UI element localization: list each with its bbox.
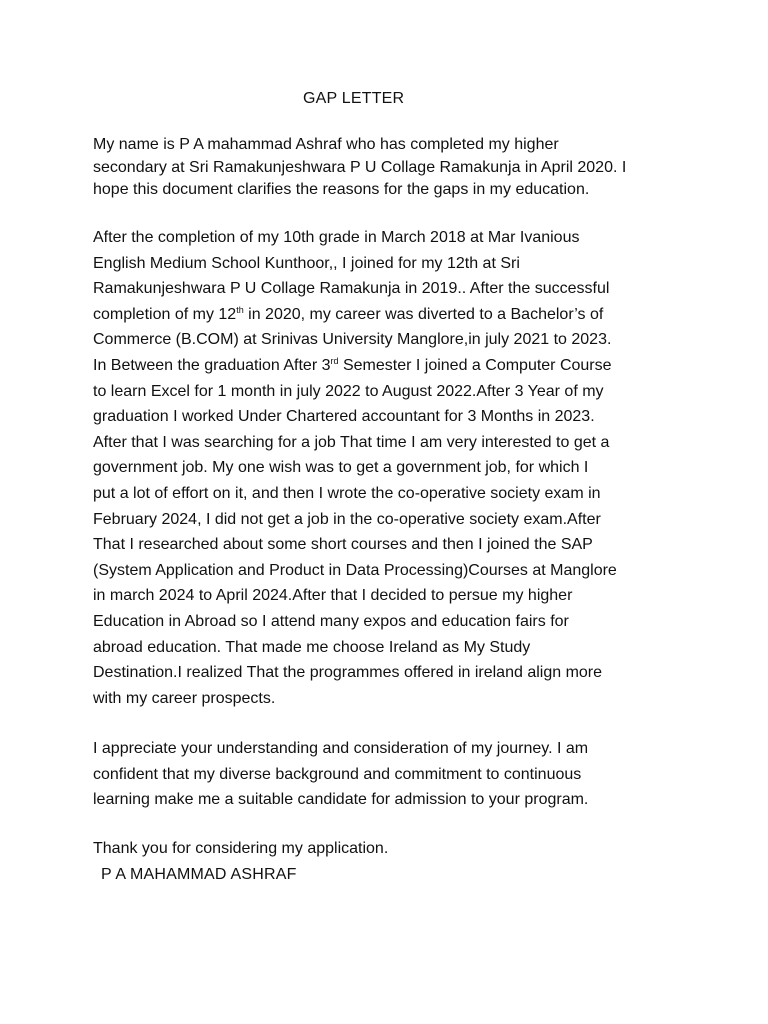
- text-line: After the completion of my 10th grade in March 2018 at Mar Ivanious: [93, 229, 580, 246]
- text-line: [93, 302, 693, 328]
- text-line: secondary at Sri Ramakunjeshwara P U Collage Ramakunja in April 2020. I: [93, 158, 627, 176]
- text-line: learning make me a suitable candidate for admission to your program.: [93, 791, 589, 808]
- text-segment: in 2020, my career was diverted to a Bachelor’s of: [243, 305, 604, 323]
- text-line: put a lot of effort on it, and then I wrote the co-operative society exam in: [93, 484, 601, 502]
- text-line: Ramakunjeshwara P U Collage Ramakunja in 2019.. After the successful: [93, 280, 610, 298]
- text-line: Destination.I realized That the programmes offered in ireland align more: [93, 664, 603, 682]
- text-line: English Medium School Kunthoor,, I joined for my 12th at Sri: [93, 254, 520, 272]
- superscript: rd: [330, 355, 339, 366]
- text-line: That I researched about some short courses and then I joined the SAP: [93, 536, 593, 554]
- text-line: My name is P A mahammad Ashraf who has completed my higher: [93, 136, 559, 153]
- text-line: February 2024, I did not get a job in the co-operative society exam.After: [93, 510, 601, 528]
- text-line: government job. My one wish was to get a government job, for which I: [93, 459, 589, 477]
- text-segment: completion of my 12: [93, 305, 237, 323]
- text-line: hope this document clarifies the reasons for the gaps in my education.: [93, 181, 590, 198]
- letter-title: GAP LETTER: [303, 90, 405, 107]
- appreciation-paragraph: [93, 736, 693, 813]
- closing-line: [93, 838, 693, 860]
- text-segment: Semester I joined a Computer Course: [338, 356, 612, 374]
- text-line: [93, 353, 693, 379]
- text-line: Commerce (B.COM) at Srinivas University Manglore,in july 2021 to 2023.: [93, 331, 612, 349]
- education-history-paragraph: [93, 225, 693, 711]
- intro-paragraph: [93, 134, 693, 202]
- text-line: in march 2024 to April 2024.After that I decided to persue my higher: [93, 587, 573, 605]
- text-line: After that I was searching for a job That time I am very interested to get a: [93, 433, 610, 451]
- text-line: Education in Abroad so I attend many expos and education fairs for: [93, 612, 569, 630]
- text-line: with my career prospects.: [93, 689, 276, 707]
- superscript: th: [236, 304, 244, 315]
- text-line: (System Application and Product in Data Processing)Courses at Manglore: [93, 561, 617, 579]
- signature-name: P A MAHAMMAD ASHRAF: [101, 866, 297, 883]
- text-line: to learn Excel for 1 month in july 2022 to August 2022.After 3 Year of my: [93, 382, 604, 400]
- text-segment: In Between the graduation After 3: [93, 356, 331, 374]
- text-line: confident that my diverse background and commitment to continuous: [93, 765, 582, 783]
- text-line: I appreciate your understanding and consideration of my journey. I am: [93, 740, 589, 757]
- text-line: abroad education. That made me choose Ireland as My Study: [93, 638, 531, 656]
- text-line: graduation I worked Under Chartered accountant for 3 Months in 2023.: [93, 408, 595, 426]
- text-line: Thank you for considering my application.: [93, 840, 389, 857]
